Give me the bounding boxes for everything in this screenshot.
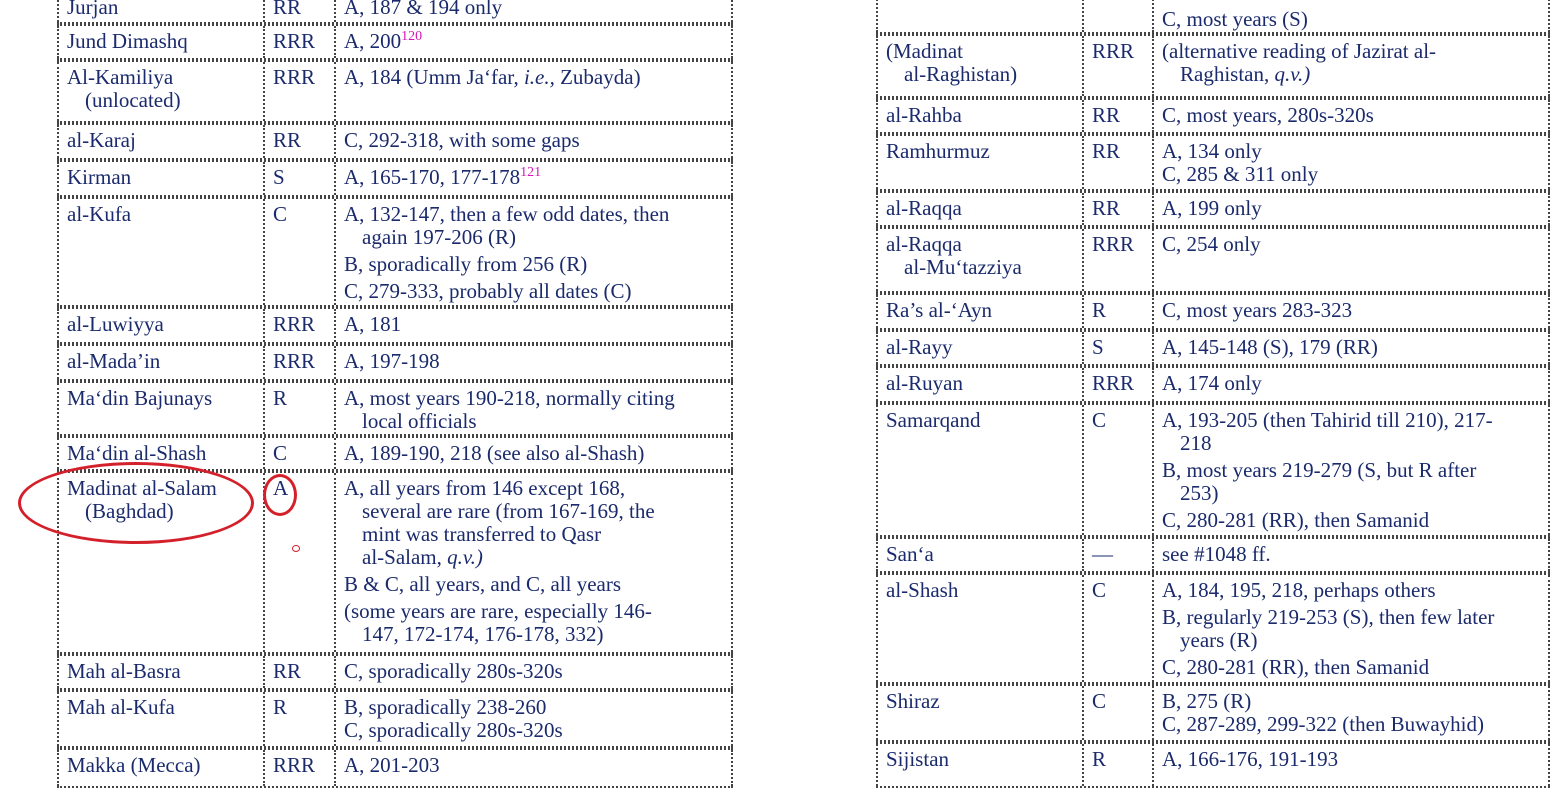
rarity-cell — [263, 438, 334, 469]
mint-cell — [57, 0, 263, 22]
mint-cell — [57, 383, 263, 434]
notes-cell — [1152, 686, 1550, 740]
note-italic: q.v.) — [1274, 62, 1311, 86]
note-italic: q.v.) — [447, 545, 483, 569]
notes-cell — [1152, 744, 1550, 786]
notes-cell — [334, 26, 733, 58]
notes-cell — [334, 383, 733, 434]
mint-cell — [57, 656, 263, 688]
rarity-cell — [1082, 744, 1152, 786]
mint-cell — [57, 26, 263, 58]
rarity-cell — [1082, 193, 1152, 225]
rarity-cell — [263, 692, 334, 746]
mint-name: Ma‘din Bajunays — [67, 386, 213, 410]
mint-cell — [57, 346, 263, 379]
mint-cell — [876, 332, 1082, 364]
note-line: B, regularly 219-253 (S), then few later — [1162, 605, 1495, 629]
table-row — [876, 537, 1550, 573]
mint-name: Shiraz — [886, 689, 940, 713]
note-line: C, 285 & 311 only — [1162, 162, 1319, 186]
mint-name: Jurjan — [67, 0, 119, 19]
notes-cell — [1152, 229, 1550, 291]
note-line: A, 193-205 (then Tahirid till 210), 217- — [1162, 408, 1493, 432]
mint-cell — [876, 686, 1082, 740]
rarity-cell — [263, 383, 334, 434]
note-line: C, 279-333, probably all dates (C) — [344, 279, 632, 303]
mint-cell — [876, 36, 1082, 96]
mint-name: al-Luwiyya — [67, 312, 164, 336]
mint-name: Mah al-Basra — [67, 659, 181, 683]
note-line: B, sporadically from 256 (R) — [344, 252, 588, 276]
mint-name: San‘a — [886, 542, 934, 566]
rarity-value: RRR — [1092, 232, 1135, 256]
rarity-cell — [263, 656, 334, 688]
mint-name: al-Shash — [886, 578, 959, 602]
mint-name: al-Mada’in — [67, 349, 161, 373]
mint-cell — [876, 100, 1082, 132]
note-line: years (R) — [1180, 628, 1258, 652]
rarity-cell — [263, 26, 334, 58]
rarity-cell — [263, 750, 334, 786]
note-line: A, 201-203 — [344, 753, 440, 777]
mint-cell — [876, 136, 1082, 189]
mint-cell — [57, 125, 263, 158]
notes-cell — [1152, 332, 1550, 364]
mint-name: Sijistan — [886, 747, 950, 771]
mint-name: Ma‘din al-Shash — [67, 441, 207, 465]
note-line: A, all years from 146 except 168, — [344, 476, 626, 500]
mint-name: al-Raqqa — [886, 196, 962, 220]
mint-cell — [876, 405, 1082, 535]
table-row — [57, 0, 733, 24]
mint-name: Samarqand — [886, 408, 981, 432]
rarity-value: RRR — [273, 349, 316, 373]
mint-name: al-Rayy — [886, 335, 953, 359]
table-row-highlighted — [57, 471, 733, 654]
rarity-value: RR — [1092, 139, 1121, 163]
note-text: A, 200 — [344, 29, 402, 53]
rarity-cell — [263, 125, 334, 158]
note-text: Raghistan, — [1180, 62, 1275, 86]
rarity-value: C — [1092, 578, 1107, 602]
mint-cell — [876, 193, 1082, 225]
mint-name: Ra’s al-‘Ayn — [886, 298, 992, 322]
rarity-value: C — [1092, 689, 1107, 713]
rarity-cell — [1082, 575, 1152, 682]
rarity-cell — [1082, 36, 1152, 96]
mint-cell — [57, 438, 263, 469]
note-line: 147, 172-174, 176-178, 332) — [362, 622, 604, 646]
note-line: C, most years, 280s-320s — [1162, 103, 1374, 127]
table-row — [57, 344, 733, 381]
rarity-cell — [1082, 229, 1152, 291]
mint-name: Al-Kamiliya — [67, 65, 174, 89]
rarity-cell — [263, 62, 334, 121]
footnote-ref[interactable]: 120 — [401, 29, 423, 44]
rarity-cell — [263, 473, 334, 652]
table-row — [876, 191, 1550, 227]
rarity-cell — [263, 162, 334, 195]
mint-name-cont: (Baghdad) — [85, 499, 174, 523]
mint-cell — [876, 575, 1082, 682]
mint-name: al-Karaj — [67, 128, 136, 152]
note-line: A, 134 only — [1162, 139, 1262, 163]
rarity-cell — [263, 346, 334, 379]
note-line: A, 184, 195, 218, perhaps others — [1162, 578, 1436, 602]
table-row — [57, 690, 733, 748]
table-row — [876, 227, 1550, 293]
table-row — [876, 98, 1550, 134]
note-text: A, 184 (Umm Ja‘far, — [344, 65, 524, 89]
rarity-value: R — [1092, 298, 1107, 322]
rarity-value: RRR — [273, 65, 316, 89]
rarity-value: RR — [273, 659, 302, 683]
rarity-value: C — [1092, 408, 1107, 432]
mint-name: al-Rahba — [886, 103, 962, 127]
note-line — [1162, 63, 1542, 86]
rarity-value: RR — [273, 128, 302, 152]
mint-name: Ramhurmuz — [886, 139, 990, 163]
note-line: (some years are rare, especially 146- — [344, 599, 652, 623]
notes-cell — [334, 473, 733, 652]
note-line: A, 174 only — [1162, 371, 1262, 395]
note-line: C, 287-289, 299-322 (then Buwayhid) — [1162, 712, 1484, 736]
note-line: A, most years 190-218, normally citing — [344, 386, 675, 410]
mint-cell — [57, 162, 263, 195]
rarity-value: S — [1092, 335, 1104, 359]
note-line: B, sporadically 238-260 — [344, 695, 547, 719]
rarity-cell — [1082, 539, 1152, 571]
rarity-value: A — [273, 476, 289, 500]
table-row — [57, 307, 733, 344]
table-row — [57, 24, 733, 60]
mint-name-cont: al-Mu‘tazziya — [904, 255, 1022, 279]
note-line: A, 166-176, 191-193 — [1162, 747, 1339, 771]
annotation-dot — [292, 545, 300, 552]
note-line: B & C, all years, and C, all years — [344, 572, 622, 596]
table-row — [876, 134, 1550, 191]
note-line: C, 280-281 (RR), then Samanid — [1162, 655, 1430, 679]
notes-cell — [334, 125, 733, 158]
mint-name-cont: (unlocated) — [85, 88, 181, 112]
notes-cell — [1152, 193, 1550, 225]
mint-cell — [57, 309, 263, 342]
notes-cell — [334, 346, 733, 379]
rarity-value: RR — [1092, 103, 1121, 127]
note-line — [344, 30, 725, 53]
footnote-ref[interactable]: 121 — [520, 165, 542, 180]
rarity-value: S — [273, 165, 285, 189]
notes-cell — [334, 162, 733, 195]
rarity-cell — [1082, 100, 1152, 132]
rarity-cell — [1082, 136, 1152, 189]
table-row — [876, 366, 1550, 403]
mint-cell — [57, 750, 263, 786]
note-line: C, 292-318, with some gaps — [344, 128, 580, 152]
note-line: (alternative reading of Jazirat al- — [1162, 39, 1437, 63]
rarity-value: R — [273, 386, 288, 410]
rarity-value: RRR — [273, 312, 316, 336]
note-line: A, 199 only — [1162, 196, 1262, 220]
note-line: mint was transferred to Qasr — [362, 522, 602, 546]
notes-cell — [1152, 368, 1550, 401]
note-line: again 197-206 (R) — [362, 225, 516, 249]
note-text: al-Salam, — [362, 545, 448, 569]
mint-cell — [876, 744, 1082, 786]
rarity-cell — [263, 309, 334, 342]
rarity-value: — — [1092, 542, 1113, 566]
mint-cell — [876, 368, 1082, 401]
note-line: see #1048 ff. — [1162, 542, 1271, 566]
rarity-value: RR — [1092, 196, 1121, 220]
mint-cell — [57, 692, 263, 746]
rarity-cell — [1082, 332, 1152, 364]
rarity-value: RRR — [1092, 39, 1135, 63]
rarity-cell — [1082, 686, 1152, 740]
note-line: A, 132-147, then a few odd dates, then — [344, 202, 670, 226]
rarity-value: RR — [273, 0, 302, 19]
note-line: A, 181 — [344, 312, 402, 336]
rarity-value: R — [1092, 747, 1107, 771]
rarity-value: R — [273, 695, 288, 719]
mint-name: al-Raqqa — [886, 232, 962, 256]
mint-cell — [876, 539, 1082, 571]
note-line — [344, 166, 725, 189]
mint-cell — [57, 473, 263, 652]
note-line: C, most years 283-323 — [1162, 298, 1353, 322]
notes-cell — [1152, 405, 1550, 535]
note-line — [344, 546, 725, 569]
mint-cell — [876, 295, 1082, 328]
note-line: A, 145-148 (S), 179 (RR) — [1162, 335, 1378, 359]
mint-name: Jund Dimashq — [67, 29, 188, 53]
note-line: C, sporadically 280s-320s — [344, 718, 563, 742]
notes-cell — [334, 199, 733, 305]
rarity-value: C — [273, 202, 288, 226]
rarity-cell — [1082, 295, 1152, 328]
rarity-cell — [1082, 368, 1152, 401]
notes-cell — [1152, 539, 1550, 571]
note-line: C, 254 only — [1162, 232, 1261, 256]
table-row — [876, 293, 1550, 330]
table-row — [876, 34, 1550, 98]
note-line: several are rare (from 167-169, the — [362, 499, 655, 523]
rarity-cell — [263, 0, 334, 22]
mint-cell — [57, 199, 263, 305]
note-line: A, 197-198 — [344, 349, 440, 373]
note-line: 218 — [1180, 431, 1212, 455]
rarity-value: RRR — [273, 29, 316, 53]
rarity-cell — [1082, 405, 1152, 535]
notes-cell — [334, 438, 733, 469]
mint-name: (Madinat — [886, 39, 963, 63]
table-row — [57, 436, 733, 471]
rarity-value: RRR — [1092, 371, 1135, 395]
notes-cell — [1152, 100, 1550, 132]
note-italic: i.e., — [523, 65, 555, 89]
table-row — [57, 748, 733, 788]
mint-name: Mah al-Kufa — [67, 695, 175, 719]
mint-cell — [876, 0, 1082, 32]
rarity-value: C — [273, 441, 288, 465]
mint-name: Kirman — [67, 165, 132, 189]
table-row — [57, 197, 733, 307]
note-line: A, 187 & 194 only — [344, 0, 503, 19]
table-row — [57, 654, 733, 690]
note-line: B, most years 219-279 (S, but R after — [1162, 458, 1477, 482]
notes-cell — [334, 750, 733, 786]
mint-name: al-Ruyan — [886, 371, 963, 395]
mint-name-cont: al-Raghistan) — [904, 62, 1018, 86]
note-line: 253) — [1180, 481, 1219, 505]
table-row — [876, 330, 1550, 366]
note-line: C, sporadically 280s-320s — [344, 659, 563, 683]
notes-cell — [334, 62, 733, 121]
notes-cell — [334, 0, 733, 22]
note-text: Zubayda) — [554, 65, 641, 89]
mint-name: Makka (Mecca) — [67, 753, 201, 777]
notes-cell — [1152, 36, 1550, 96]
notes-cell — [334, 692, 733, 746]
table-row — [57, 381, 733, 436]
notes-cell — [1152, 295, 1550, 328]
notes-cell — [1152, 0, 1550, 32]
table-row — [876, 403, 1550, 537]
table-row — [876, 0, 1550, 34]
table-row — [57, 60, 733, 123]
mint-cell — [57, 62, 263, 121]
mint-cell — [876, 229, 1082, 291]
notes-cell — [334, 656, 733, 688]
notes-cell — [334, 309, 733, 342]
note-text: A, 165-170, 177-178 — [344, 165, 521, 189]
table-row — [876, 742, 1550, 788]
notes-cell — [1152, 136, 1550, 189]
table-row — [57, 160, 733, 197]
table-row — [876, 573, 1550, 684]
table-row — [57, 123, 733, 160]
note-line: local officials — [362, 409, 477, 433]
table-row — [876, 684, 1550, 742]
note-line — [344, 66, 725, 89]
mint-name: Madinat al-Salam — [67, 476, 217, 500]
note-line: C, 280-281 (RR), then Samanid — [1162, 508, 1430, 532]
notes-cell — [1152, 575, 1550, 682]
rarity-cell — [1082, 0, 1152, 32]
note-line: B, 275 (R) — [1162, 689, 1252, 713]
rarity-cell — [263, 199, 334, 305]
note-line: A, 189-190, 218 (see also al-Shash) — [344, 441, 645, 465]
note-line: C, most years (S) — [1162, 7, 1308, 31]
mint-name: al-Kufa — [67, 202, 132, 226]
rarity-value: RRR — [273, 753, 316, 777]
